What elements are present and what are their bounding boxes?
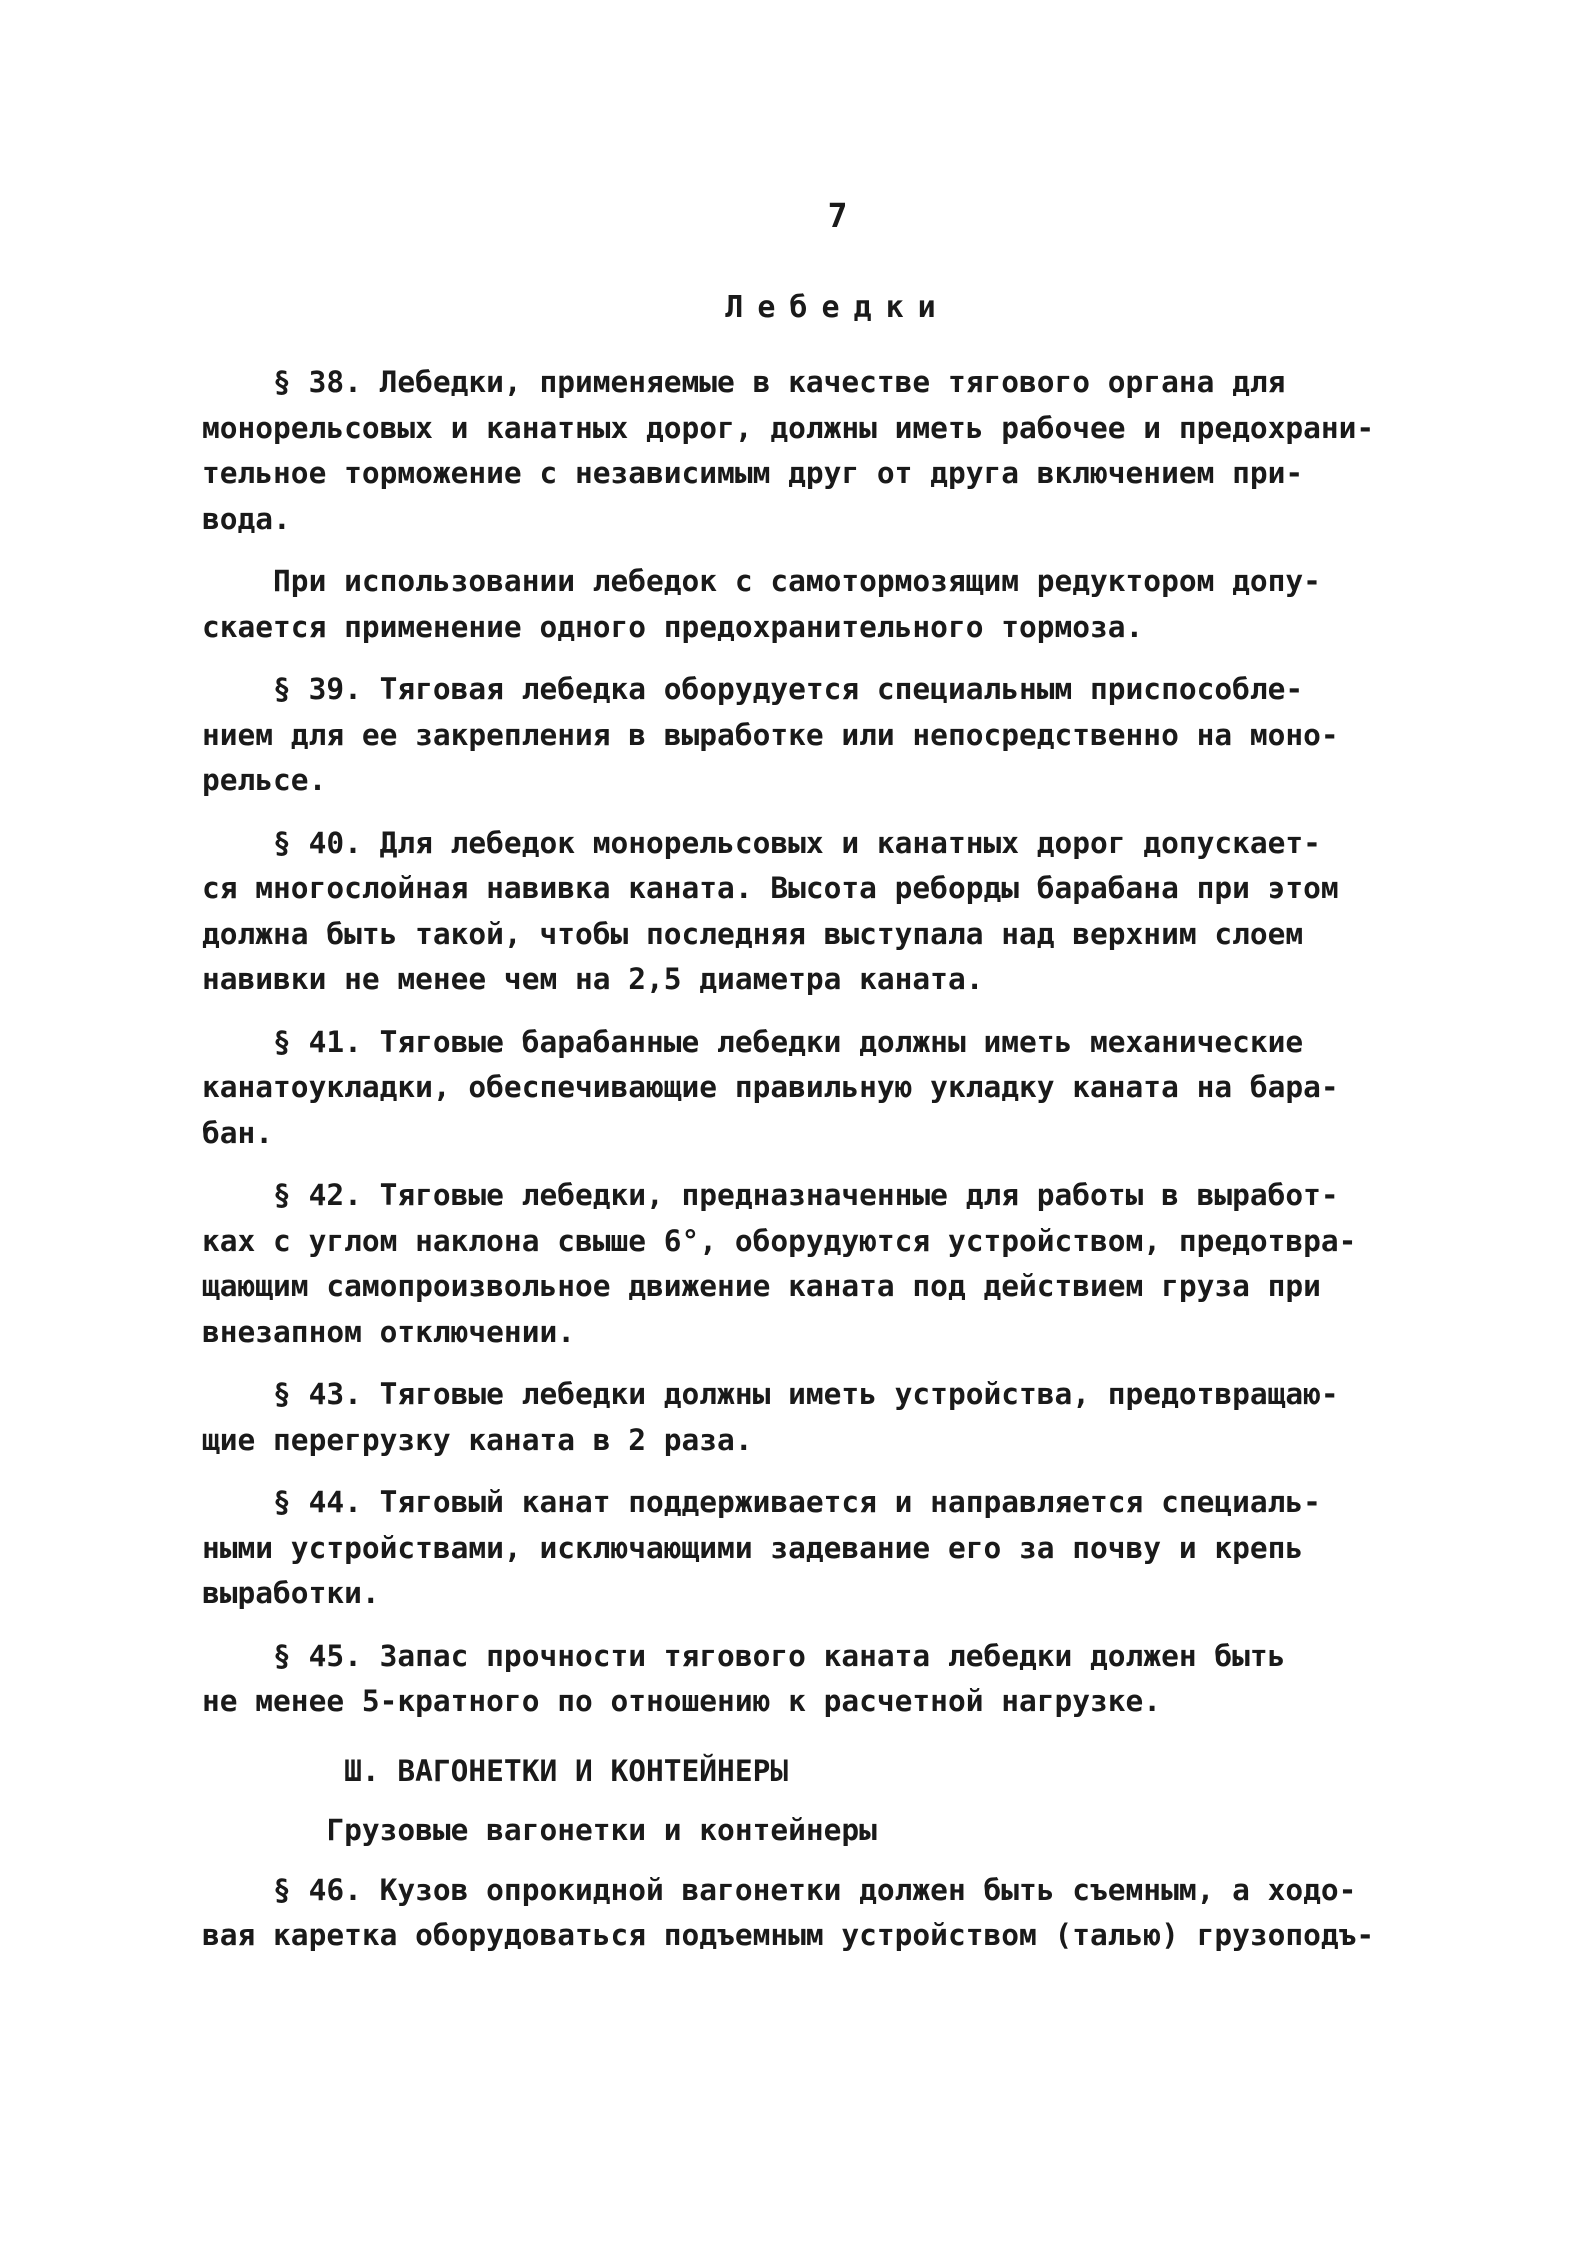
text-line: должна быть такой, чтобы последняя выступала над верхним слоем [202,916,1304,951]
paragraph-p43 [202,1372,1402,1463]
document-body [202,360,1402,1976]
text-line: нием для ее закрепления в выработке или непосредственно на моно- [202,717,1339,752]
text-line: внезапном отключении. [202,1314,575,1349]
text-line: рельсе. [202,763,327,797]
text-line: § 39. Тяговая лебедка оборудуется специальным приспособле- [202,672,1304,706]
text-line: щие перегрузку каната в 2 раза. [202,1422,753,1457]
text-line: канатоукладки, обеспечивающие правильную укладку каната на бара- [202,1070,1339,1104]
text-line: При использовании лебедок с самотормозящим редуктором допу- [202,564,1321,598]
text-line: § 43. Тяговые лебедки должны иметь устройства, предотвращаю- [202,1377,1339,1411]
paragraph-p38b [202,559,1402,650]
text-line: § 41. Тяговые барабанные лебедки должны иметь механические [202,1024,1304,1059]
text-line: § 40. Для лебедок монорельсовых и канатных дорог допускает- [202,825,1321,860]
text-line: вода. [202,501,291,536]
text-line: ках с углом наклона свыше 6°, оборудуются устройством, предотвра- [202,1223,1357,1258]
chapter-title: Ш. ВАГОНЕТКИ И КОНТЕЙНЕРЫ [202,1753,789,1788]
paragraph-p38 [202,360,1402,542]
text-line: § 42. Тяговые лебедки, предназначенные для работы в выработ- [202,1178,1339,1212]
text-line: навивки не менее чем на 2,5 диаметра каната. [202,962,984,996]
paragraph-p44 [202,1480,1402,1617]
paragraph-p41 [202,1020,1402,1157]
subchapter-title: Грузовые вагонетки и контейнеры [202,1813,877,1847]
section-heading: Лебедки [725,290,950,325]
paragraph-p39 [202,667,1402,804]
text-line: § 46. Кузов опрокидной вагонетки должен быть съемным, а ходо- [202,1872,1357,1907]
paragraph-p40 [202,821,1402,1003]
paragraph-p46 [202,1868,1402,1959]
text-line: не менее 5-кратного по отношению к расчетной нагрузке. [202,1684,1162,1718]
text-line: § 45. Запас прочности тягового каната лебедки должен быть [202,1638,1286,1673]
text-line: ся многослойная навивка каната. Высота реборды барабана при этом [202,871,1339,905]
text-line: выработки. [202,1576,380,1610]
paragraph-list [202,360,1402,1725]
text-line: бан. [202,1115,274,1150]
text-line: ными устройствами, исключающими задевание его за почву и крепь [202,1530,1304,1565]
text-line: § 38. Лебедки, применяемые в качестве тягового органа для [202,365,1286,399]
text-line: монорельсовых и канатных дорог, должны иметь рабочее и предохрани- [202,410,1375,445]
text-line: щающим самопроизвольное движение каната под действием груза при [202,1269,1321,1303]
text-line: § 44. Тяговый канат поддерживается и направляется специаль- [202,1485,1321,1519]
page-number: 7 [827,196,848,235]
text-line: вая каретка оборудоваться подъемным устройством (талью) грузоподъ- [202,1918,1375,1952]
paragraph-p42 [202,1173,1402,1355]
text-line: тельное торможение с независимым друг от друга включением при- [202,456,1304,490]
text-line: скается применение одного предохранительного тормоза. [202,609,1144,644]
final-paragraph [202,1868,1402,1959]
paragraph-p45 [202,1634,1402,1725]
